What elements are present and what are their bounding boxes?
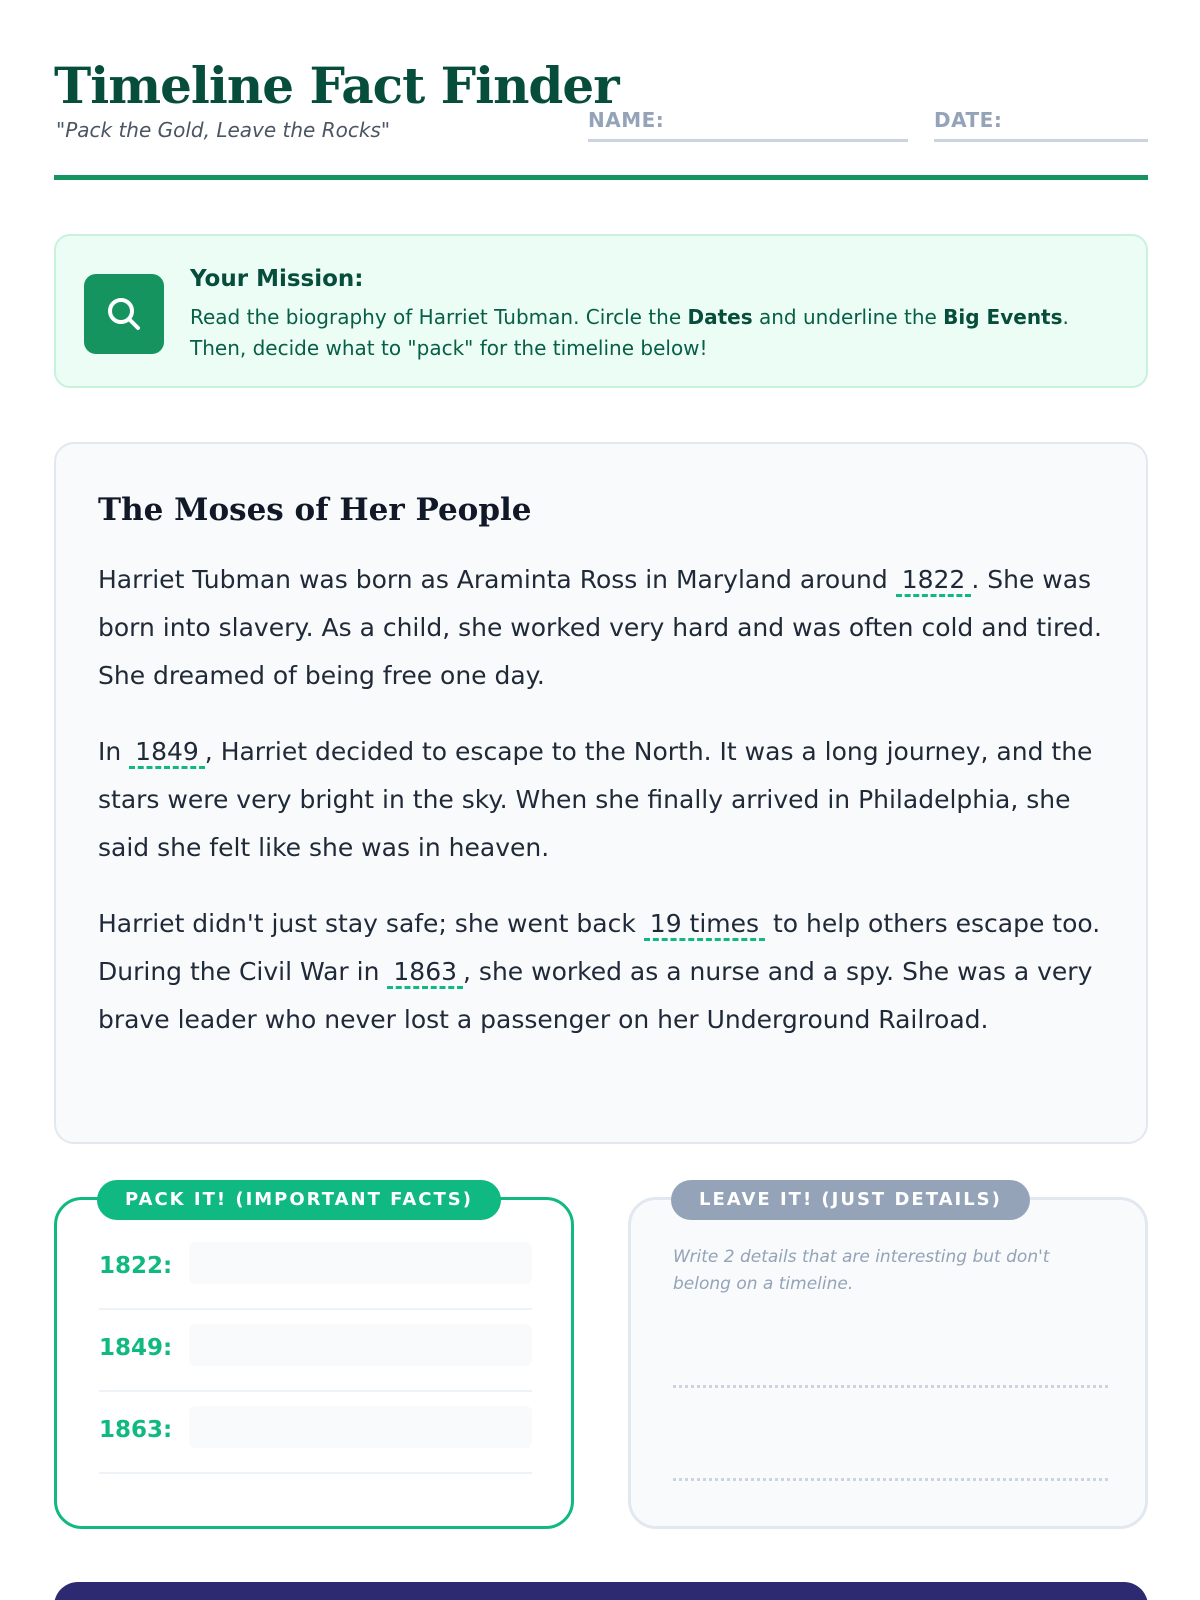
story-body <box>98 556 1108 1072</box>
date-field[interactable] <box>934 108 1148 142</box>
story-paragraph: Harriet didn't just stay safe; she went back 19 times to help others escape too. During the Civil War in 1863 , she worked as a nurse and a spy. She was a very brave leader who never lost a passenger on her Underground Railroad. <box>98 909 1101 1034</box>
fact-label: 1863: <box>99 1417 173 1443</box>
story-card <box>54 442 1148 1144</box>
fact-row <box>99 1392 532 1474</box>
leave-it-tag: LEAVE IT! (JUST DETAILS) <box>671 1180 1030 1220</box>
detail-line-1[interactable] <box>673 1385 1108 1388</box>
mission-title: Your Mission: <box>190 266 364 292</box>
story-title: The Moses of Her People <box>98 492 532 528</box>
name-label: NAME: <box>588 108 665 132</box>
leave-it-box <box>628 1189 1148 1529</box>
fact-input-1822[interactable] <box>189 1242 532 1284</box>
mission-box <box>54 234 1148 388</box>
date-label: DATE: <box>934 108 1003 132</box>
dates-keyword: Dates <box>687 305 753 329</box>
fact-row <box>99 1310 532 1392</box>
page-subtitle: "Pack the Gold, Leave the Rocks" <box>56 118 391 142</box>
highlight-date-1849[interactable]: 1849 <box>129 737 205 769</box>
mission-text: Read the biography of Harriet Tubman. Circle the Dates and underline the Big Events. Then, decide what to "pack" for the timeline below! <box>190 305 1069 360</box>
big-events-keyword: Big Events <box>943 305 1063 329</box>
pack-it-box <box>54 1189 574 1529</box>
fact-label: 1822: <box>99 1253 173 1279</box>
detail-line-2[interactable] <box>673 1478 1108 1481</box>
leave-it-hint: Write 2 details that are interesting but don't belong on a timeline. <box>673 1247 1050 1294</box>
fact-row <box>99 1228 532 1310</box>
search-icon <box>84 274 164 354</box>
page-title: Timeline Fact Finder <box>54 56 619 115</box>
fact-label: 1849: <box>99 1335 173 1361</box>
story-paragraph: In 1849 , Harriet decided to escape to the North. It was a long journey, and the stars were very bright in the sky. When she finally arrived in Philadelphia, she said she felt like she was in heaven. <box>98 737 1093 862</box>
highlight-19-times[interactable]: 19 times <box>644 909 765 941</box>
pack-it-tag: PACK IT! (IMPORTANT FACTS) <box>97 1180 501 1220</box>
worksheet-header <box>54 52 1148 180</box>
fact-input-1849[interactable] <box>189 1324 532 1366</box>
highlight-date-1863[interactable]: 1863 <box>387 957 463 989</box>
footer-bar <box>54 1582 1148 1600</box>
fact-input-1863[interactable] <box>189 1406 532 1448</box>
highlight-date-1822[interactable]: 1822 <box>896 565 972 597</box>
name-field[interactable] <box>588 108 908 142</box>
story-paragraph: Harriet Tubman was born as Araminta Ross in Maryland around 1822 . She was born into slavery. As a child, she worked very hard and was often cold and tired. She dreamed of being free one day. <box>98 565 1102 690</box>
